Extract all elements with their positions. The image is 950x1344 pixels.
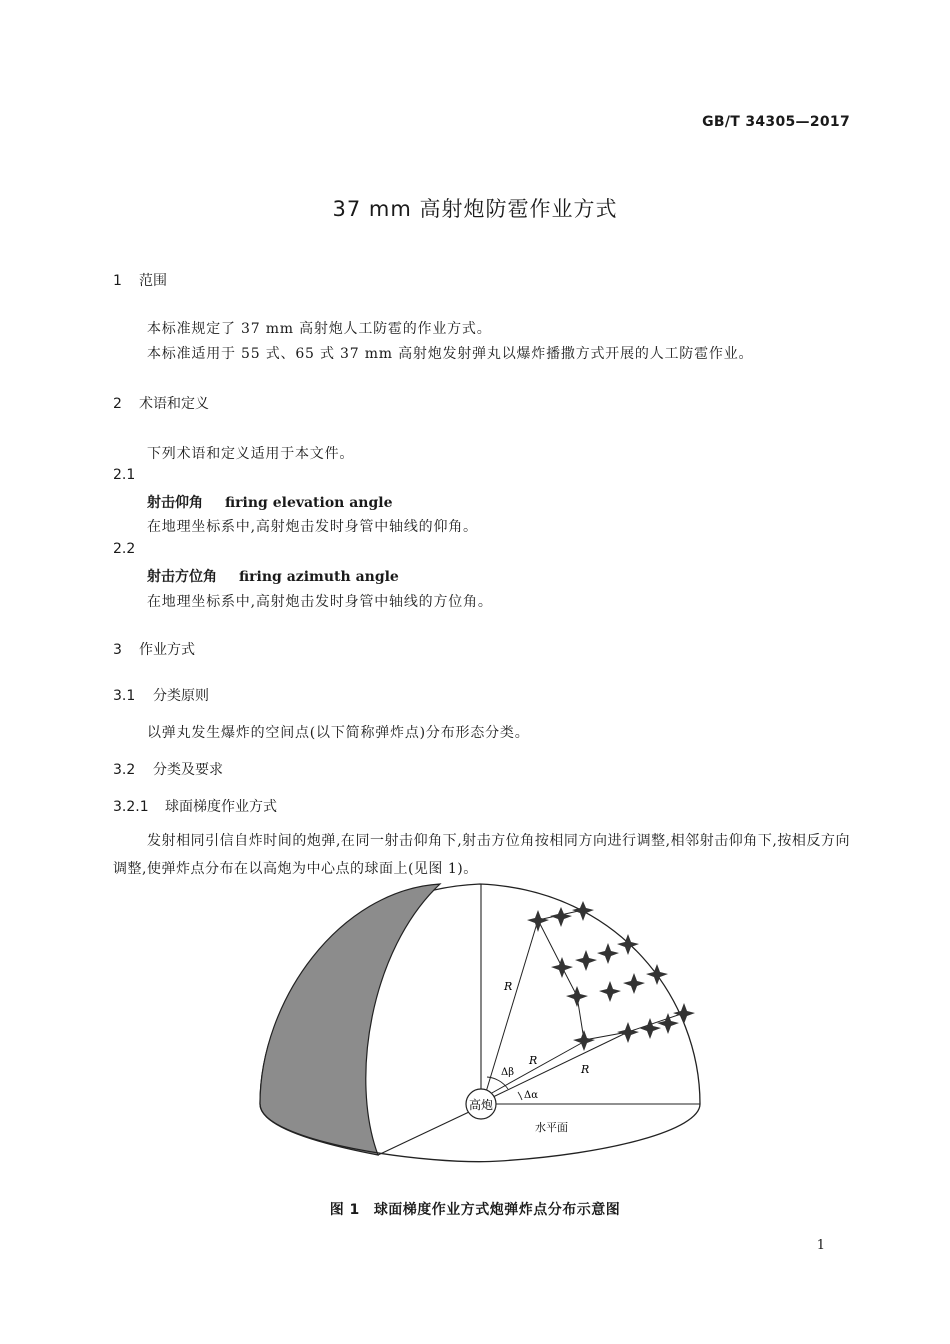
page-number: 1 (816, 1238, 825, 1253)
term-definition: 在地理坐标系中,高射炮击发时身管中轴线的仰角。 (147, 519, 478, 535)
term-heading (147, 566, 399, 586)
subsection-3-1-heading (113, 685, 209, 705)
term-number: 2.2 (113, 541, 136, 557)
term-heading (147, 492, 393, 512)
subsection-3-2-heading (113, 759, 223, 779)
horizontal-plane-label: 水平面 (535, 1121, 568, 1134)
term-en: firing azimuth angle (239, 569, 399, 585)
paragraph: 发射相同引信自炸时间的炮弹,在同一射击仰角下,射击方位角按相同方向进行调整,相邻射击仰角下,按相反方向调整,使弹炸点分布在以高炮为中心点的球面上(见图 1)。 (113, 833, 850, 877)
burst-star (551, 957, 573, 978)
section-1-heading (113, 270, 167, 290)
radius-label: R (529, 1054, 538, 1067)
radius-label: R (581, 1063, 590, 1076)
term-number: 2.1 (113, 467, 136, 483)
hemisphere-diagram (250, 880, 710, 1170)
section-2-heading (113, 393, 209, 413)
figure-number: 图 1 (329, 1202, 360, 1218)
burst-star (623, 973, 645, 994)
section-number: 2 (113, 396, 122, 412)
section-number: 3.2 (113, 762, 136, 778)
burst-star (527, 910, 549, 932)
section-title: 球面梯度作业方式 (165, 799, 277, 815)
alpha-label: Δα (524, 1090, 538, 1101)
burst-star (572, 901, 594, 921)
term-zh: 射击方位角 (147, 569, 217, 585)
term-zh: 射击仰角 (147, 495, 203, 511)
burst-star (617, 934, 639, 955)
burst-star (639, 1018, 661, 1039)
figure-caption (0, 1199, 950, 1219)
alpha-arc (518, 1092, 522, 1100)
paragraph: 下列术语和定义适用于本文件。 (147, 446, 355, 462)
paragraph: 本标准规定了 37 mm 高射炮人工防雹的作业方式。 (147, 321, 492, 337)
paragraph: 以弹丸发生爆炸的空间点(以下简称弹炸点)分布形态分类。 (147, 725, 530, 741)
section-title: 术语和定义 (139, 396, 209, 412)
section-3-heading (113, 639, 195, 659)
burst-star (617, 1022, 639, 1043)
burst-star (573, 1030, 595, 1051)
paragraph: 本标准适用于 55 式、65 式 37 mm 高射炮发射弹丸以爆炸播撒方式开展的人工防雹作业。 (147, 346, 754, 362)
term-definition: 在地理坐标系中,高射炮击发时身管中轴线的方位角。 (147, 594, 493, 610)
beta-label: Δβ (501, 1067, 515, 1078)
section-number: 3 (113, 642, 122, 658)
subsection-3-2-1-heading (113, 796, 277, 816)
radius-label: R (504, 980, 513, 993)
burst-star (646, 964, 668, 985)
term-en: firing elevation angle (225, 495, 393, 511)
section-title: 范围 (139, 273, 167, 289)
burst-star (599, 981, 621, 1002)
figure-caption-text: 球面梯度作业方式炮弹炸点分布示意图 (373, 1202, 621, 1218)
burst-star (597, 943, 619, 964)
burst-star (550, 907, 572, 927)
base-radius (378, 1112, 469, 1155)
section-number: 3.1 (113, 688, 136, 704)
standard-number: GB/T 34305—2017 (702, 114, 850, 130)
document-title: 37 mm 高射炮防雹作业方式 (332, 197, 618, 221)
section-title: 分类原则 (153, 688, 209, 704)
gun-label: 高炮 (468, 1098, 494, 1112)
burst-points (527, 901, 695, 1051)
burst-star (566, 986, 588, 1007)
section-title: 分类及要求 (153, 762, 223, 778)
radius-line (493, 1032, 628, 1097)
burst-star (575, 950, 597, 971)
shaded-section (260, 884, 440, 1155)
section-number: 3.2.1 (113, 799, 149, 815)
section-title: 作业方式 (139, 642, 195, 658)
section-number: 1 (113, 273, 122, 289)
